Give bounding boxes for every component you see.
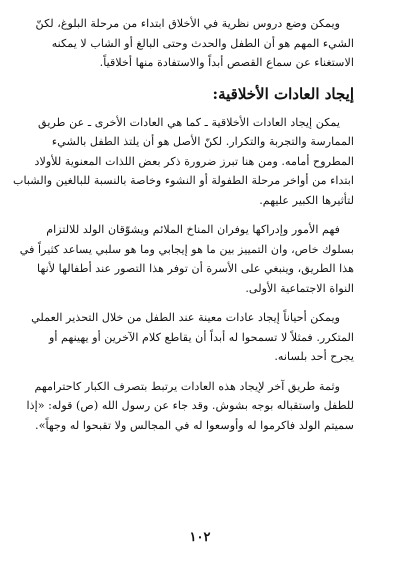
text-line: يمكن إيجاد العادات الأخلاقية ـ كما هي العادات الأخرى ـ عن طريق xyxy=(38,115,340,129)
intro-paragraph xyxy=(35,14,354,73)
section-heading: إيجاد العادات الأخلاقية: xyxy=(212,84,354,103)
text-line: ويمكن وضع دروس نظرية في الأخلاق ابتداء من مرحلة البلوغ، لكنّ xyxy=(35,17,340,30)
text-line: لتأثيرها الكبير عليهم. xyxy=(259,193,354,207)
text-line: ويمكن أحياناً إيجاد عادات معينة عند الطفل من خلال التحذير العملي xyxy=(31,311,340,324)
body-paragraph xyxy=(31,308,354,367)
text-line: هذا الطريق، وينبغي على الأسرة أن توفر هذا التصور عند أطفالها لأنها xyxy=(37,262,354,275)
text-line: بسلوك خاص، وان التمييز بين ما هو إيجابي وما هو سلبي يساعد كثيراً في xyxy=(19,242,354,256)
text-line: الاستغناء عن سماع القصص أبداً والاستفادة منها أخلاقياً. xyxy=(99,56,354,69)
body-paragraph xyxy=(19,220,354,298)
text-line: المطروح أمامه. ومن هنا تبرز ضرورة ذكر بعض اللذات المعنوية للأولاد xyxy=(34,154,354,168)
text-line: للطفل واستقباله بوجه بشوش. وقد جاء عن رسول الله (ص) قوله: «إذا xyxy=(26,399,354,412)
body-paragraph xyxy=(26,377,354,436)
text-line: الممارسة والتجربة والتكرار. لكنّ الأصل هو أن يلتذ الطفل بالشيء xyxy=(51,135,354,148)
text-line: النواة الاجتماعية الأولى. xyxy=(245,281,354,295)
text-line: يجرح أحد بلسانه. xyxy=(274,350,354,363)
text-line: وثمة طريق آخر لإيجاد هذه العادات يرتبط بتصرف الكبار كاحترامهم xyxy=(34,379,340,393)
text-line: المتكرر. فمثلاً لا تسمحوا له أبداً أن يقاطع كلام الآخرين أو يهينهم أو xyxy=(48,330,354,344)
text-line: الشيء المهم هو أن الطفل والحدث وحتى البالغ أو الشاب لا يمكنه xyxy=(51,36,354,50)
text-line: ابتداء من أواخر مرحلة الطفولة أو النشوء وخاصة بالنسبة للبالغين والشباب xyxy=(12,174,354,187)
body-paragraph xyxy=(12,113,354,211)
page-number: ١٠٢ xyxy=(189,530,211,545)
text-line: سميتم الولد فاكرموا له وأوسعوا له في المجالس ولا تقبحوا له وجهاً». xyxy=(35,418,354,432)
text-line: فهم الأمور وإدراكها يوفران المناخ الملائم ويشوّقان الولد للالتزام xyxy=(46,223,340,236)
